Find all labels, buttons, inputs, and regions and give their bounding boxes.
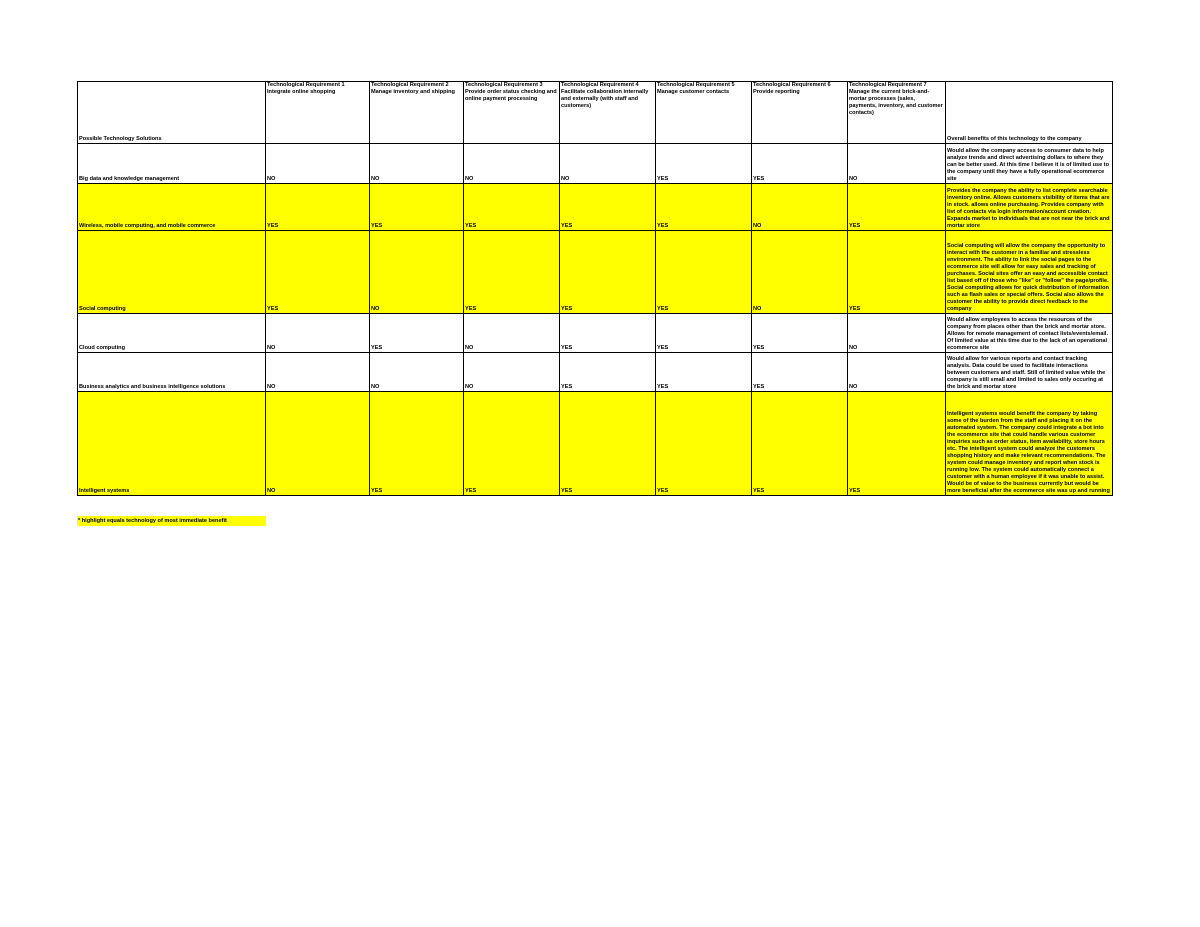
requirement-cell: YES [560, 314, 656, 353]
table-row [78, 184, 1113, 231]
solution-name: Social computing [78, 231, 266, 314]
requirement-header-1: Technological Requirement 1 Integrate online shopping [266, 82, 370, 144]
requirement-cell: YES [752, 353, 848, 392]
requirement-cell: YES [370, 184, 464, 231]
requirement-header-3: Technological Requirement 3 Provide order status checking and online payment processing [464, 82, 560, 144]
requirement-cell: YES [370, 314, 464, 353]
requirement-cell: YES [656, 353, 752, 392]
requirement-cell: NO [266, 144, 370, 184]
requirement-cell: YES [266, 184, 370, 231]
requirement-cell: YES [560, 231, 656, 314]
requirement-header-2: Technological Requirement 2 Manage inventory and shipping [370, 82, 464, 144]
benefits-header: Overall benefits of this technology to the company [946, 82, 1113, 144]
header-row [78, 82, 1113, 144]
table-row [78, 392, 1113, 496]
requirement-cell: YES [656, 144, 752, 184]
table-row [78, 144, 1113, 184]
requirement-cell: YES [464, 392, 560, 496]
requirement-cell: NO [848, 353, 946, 392]
benefit-cell: Would allow for various reports and contact tracking analysis. Data could be used to facilitate interactions between customers and staff. Still of limited value while the company is still small and limited to sales only occuring at the brick and mortar store [946, 353, 1113, 392]
solution-name: Wireless, mobile computing, and mobile commerce [78, 184, 266, 231]
benefit-cell: Social computing will allow the company the opportunity to interact with the customer in a familiar and stressless environment. The ability to link the social pages to the ecommerce site will allow for easy sales and tracking of purchases. Social sites offer an easy and accessible contact list based off of those who "like" or "follow" the page/profile. Social computing allows for quick distribution of information such as flash sales or special offers. Social also allows the customer the ability to provide direct feedback to the company [946, 231, 1113, 314]
benefit-cell: Provides the company the ability to list complete searchable inventory online. Allows customers visibility of items that are in stock. allows online purchasing. Provides company with list of contacts via login information/account creation. Expands market to individuals that are not near the brick and mortar store [946, 184, 1113, 231]
highlight-legend-note: * highlight equals technology of most immediate benefit [77, 516, 266, 526]
requirement-cell: NO [266, 392, 370, 496]
requirement-cell: NO [752, 231, 848, 314]
benefit-cell: Intelligent systems would benefit the company by taking some of the burden from the staff and placing it on the automated system. The company could integrate a bot into the ecommerce site that could handle various customer inquiries such as order status, item availability, store hours etc. The intelligent system could analyze the customers shopping history and make relevant recommendations. The system could manage inventory and report when stock is running low. The system could automatically connect a customer with a human employee if it was unable to assist. Would be of value to the business currently but would be more beneficial after the ecommerce site was up and running [946, 392, 1113, 496]
requirement-cell: NO [464, 314, 560, 353]
requirement-cell: NO [848, 314, 946, 353]
requirement-cell: YES [560, 184, 656, 231]
solutions-header: Possible Technology Solutions [78, 82, 266, 144]
benefit-cell: Would allow the company access to consumer data to help analyze trends and direct advertising dollars to where they can be better used. At this time I believe it is of limited use to the company until they have a fully operational ecommerce site [946, 144, 1113, 184]
requirement-header-4: Technological Requirement 4 Facilitate collaboration internally and externally (with staff and customers) [560, 82, 656, 144]
technology-solutions-table [77, 81, 1113, 496]
requirement-cell: NO [370, 231, 464, 314]
requirement-cell: YES [656, 231, 752, 314]
requirement-cell: YES [656, 314, 752, 353]
requirement-cell: YES [370, 392, 464, 496]
requirement-cell: NO [848, 144, 946, 184]
benefit-cell: Would allow employees to access the resources of the company from places other than the brick and mortar store. Allows for remote management of contact lists/events/email. Of limited value at this time due to the lack of an operational ecommerce site [946, 314, 1113, 353]
requirement-cell: NO [266, 353, 370, 392]
solution-name: Big data and knowledge management [78, 144, 266, 184]
requirement-header-7: Technological Requirement 7 Manage the current brick-and-mortar processes (sales, payments, inventory, and customer contacts) [848, 82, 946, 144]
requirement-header-5: Technological Requirement 5 Manage customer contacts [656, 82, 752, 144]
requirement-cell: YES [848, 184, 946, 231]
requirement-cell: YES [752, 314, 848, 353]
solution-name: Business analytics and business intelligence solutions [78, 353, 266, 392]
requirement-cell: NO [370, 144, 464, 184]
requirement-cell: NO [370, 353, 464, 392]
requirement-cell: NO [560, 144, 656, 184]
requirement-cell: YES [464, 231, 560, 314]
requirement-cell: YES [848, 231, 946, 314]
requirement-cell: YES [656, 392, 752, 496]
requirement-cell: NO [752, 184, 848, 231]
requirement-cell: NO [266, 314, 370, 353]
requirement-cell: YES [464, 184, 560, 231]
requirement-cell: NO [464, 353, 560, 392]
requirement-cell: YES [266, 231, 370, 314]
requirement-header-6: Technological Requirement 6 Provide reporting [752, 82, 848, 144]
requirement-cell: NO [464, 144, 560, 184]
solution-name: Intelligent systems [78, 392, 266, 496]
table-row [78, 353, 1113, 392]
requirement-cell: YES [752, 144, 848, 184]
requirement-cell: YES [752, 392, 848, 496]
table-row [78, 314, 1113, 353]
requirement-cell: YES [656, 184, 752, 231]
requirement-cell: YES [560, 353, 656, 392]
requirement-cell: YES [848, 392, 946, 496]
solution-name: Cloud computing [78, 314, 266, 353]
requirement-cell: YES [560, 392, 656, 496]
table-row [78, 231, 1113, 314]
